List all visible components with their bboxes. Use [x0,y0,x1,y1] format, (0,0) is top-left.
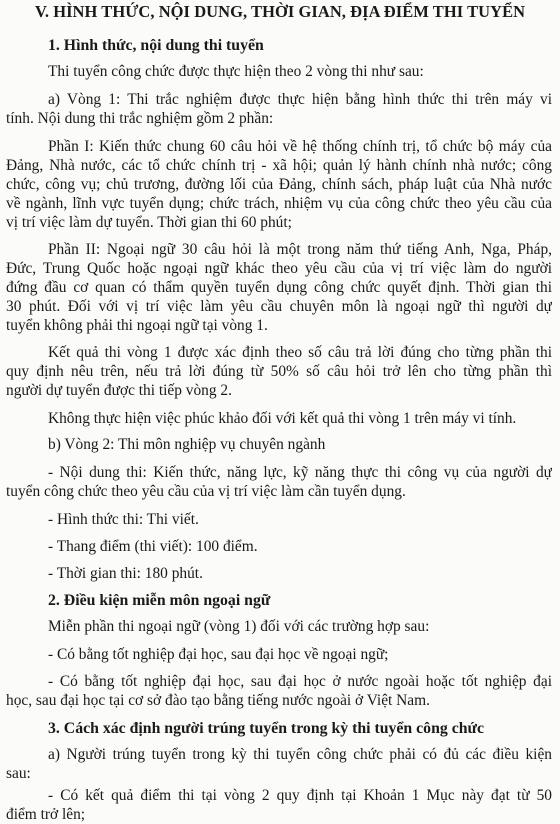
section-3-item-a-line-1: a) Người trúng tuyển trong kỳ thi tuyển công chức phải có đủ các điều kiện [48,746,552,763]
round-1-line-1: a) Vòng 1: Thi trắc nghiệm được thực hiện bằng hình thức thi trên máy vi [48,91,552,108]
result-line-1: Kết quả thi vòng 1 được xác định theo số câu trả lời đúng cho từng phần thi [48,344,552,361]
part-2-line-3: đứng đầu cơ quan có thẩm quyền tuyển dụng công chức quyết định. Thời gian thi [6,279,552,296]
exam-duration: - Thời gian thi: 180 phút. [48,565,203,582]
result-line-3: người dự tuyển được thi tiếp vòng 2. [6,382,232,399]
section-3-heading: 3. Cách xác định người trúng tuyển trong kỳ thi tuyển công chức [48,720,484,737]
section-1-heading: 1. Hình thức, nội dung thi tuyển [48,37,264,54]
part-2-line-2: Đức, Trung Quốc hoặc ngoại ngữ khác theo yêu cầu của vị trí việc làm do người [6,260,552,277]
exemption-item-2-line-2: học, sau đại học tại cơ sở đào tạo bằng tiếng nước ngoài ở Việt Nam. [6,692,430,709]
score-scale: - Thang điểm (thi viết): 100 điểm. [48,538,258,555]
part-1-line-3: chức, công vụ; chủ trương, đường lối của Đảng, chính sách, pháp luật của Nhà nước [6,176,552,193]
section-2-heading: 2. Điều kiện miễn môn ngoại ngữ [48,592,271,609]
no-review-note: Không thực hiện việc phúc khảo đối với kết quả thi vòng 1 trên máy vi tính. [48,410,517,427]
exemption-item-2-line-1: - Có bằng tốt nghiệp đại học, sau đại học ở nước ngoài hoặc tốt nghiệp đại [48,673,552,690]
section-3-item-b-line-1: - Có kết quả điểm thi tại vòng 2 quy định tại Khoản 1 Mục này đạt từ 50 [48,787,552,804]
content-line-1: - Nội dung thi: Kiến thức, năng lực, kỹ năng thực thi công vụ của người dự [48,464,552,481]
section-1-intro: Thi tuyển công chức được thực hiện theo 2 vòng thi như sau: [48,63,424,80]
content-line-2: tuyển công chức theo yêu cầu của vị trí việc làm cần tuyển dụng. [6,483,406,500]
section-2-intro: Miễn phần thi ngoại ngữ (vòng 1) đối với các trường hợp sau: [48,618,430,635]
part-2-line-4: 30 phút. Đối với vị trí việc làm yêu cầu chuyên môn là ngoại ngữ thì người dự [6,298,552,315]
document-title: V. HÌNH THỨC, NỘI DUNG, THỜI GIAN, ĐỊA ĐIỂM THI TUYỂN [35,2,526,21]
round-2-label: b) Vòng 2: Thi môn nghiệp vụ chuyên ngành [48,436,326,453]
part-1-line-5: vị trí việc làm dự tuyển. Thời gian thi 60 phút; [6,214,292,231]
exemption-item-1: - Có bằng tốt nghiệp đại học, sau đại học về ngoại ngữ; [48,646,389,663]
part-1-line-4: về ngành, lĩnh vực tuyển dụng; chức trách, nhiệm vụ của công chức theo yêu cầu của [6,195,552,212]
part-1-line-1: Phần I: Kiến thức chung 60 câu hỏi về hệ thống chính trị, tổ chức bộ máy của [48,138,552,155]
round-1-line-2: tính. Nội dung thi trắc nghiệm gồm 2 phần: [6,110,274,127]
result-line-2: quy định nêu trên, nếu trả lời đúng từ 50% số câu hỏi trở lên cho từng phần thì [6,363,552,380]
section-3-item-a-line-2: sau: [6,765,31,782]
part-2-line-1: Phần II: Ngoại ngữ 30 câu hỏi là một trong năm thứ tiếng Anh, Nga, Pháp, [48,241,552,258]
part-1-line-2: Đảng, Nhà nước, các tổ chức chính trị - xã hội; quản lý hành chính nhà nước; công [6,157,552,174]
section-3-item-b-line-2: điểm trở lên; [6,806,86,823]
exam-form: - Hình thức thi: Thi viết. [48,511,199,528]
part-2-line-5: tuyển không phải thi ngoại ngữ tại vòng 1. [6,317,268,334]
